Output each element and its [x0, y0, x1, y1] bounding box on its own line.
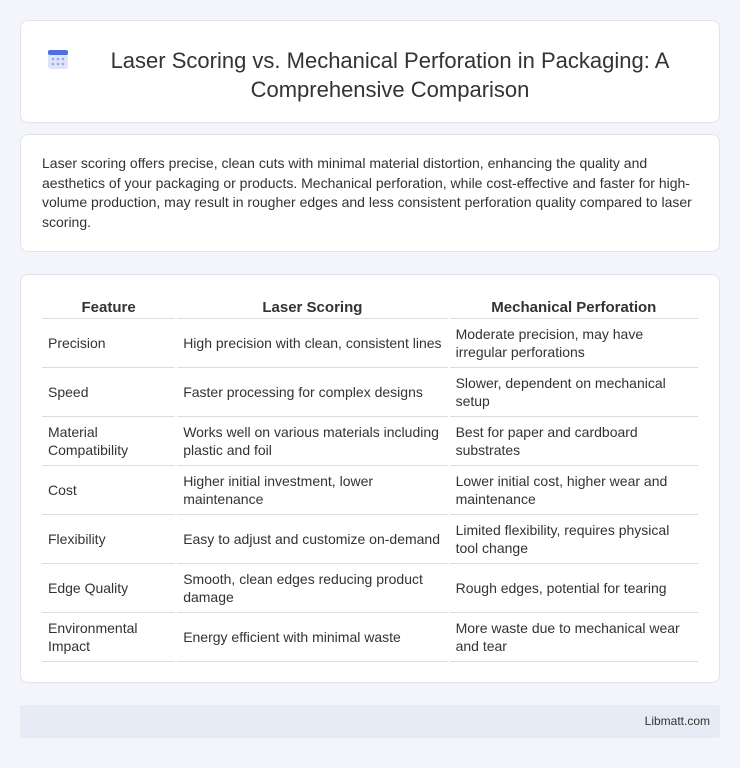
table-row	[42, 466, 698, 515]
laser-cell: Faster processing for complex designs	[177, 368, 447, 417]
table-row	[42, 319, 698, 368]
feature-cell: Speed	[42, 368, 175, 417]
laser-cell: Higher initial investment, lower maintenance	[177, 466, 447, 515]
summary-card	[20, 134, 720, 252]
laser-cell: Energy efficient with minimal waste	[177, 613, 447, 662]
table-header-row	[42, 297, 698, 319]
mechanical-cell: Best for paper and cardboard substrates	[450, 417, 698, 466]
laser-cell: Smooth, clean edges reducing product damage	[177, 564, 447, 613]
laser-cell: Easy to adjust and customize on-demand	[177, 515, 447, 564]
feature-cell: Cost	[42, 466, 175, 515]
mechanical-cell: Moderate precision, may have irregular perforations	[450, 319, 698, 368]
mechanical-cell: Limited flexibility, requires physical tool change	[450, 515, 698, 564]
column-header-laser-scoring: Laser Scoring	[177, 297, 447, 319]
table-row	[42, 564, 698, 613]
footer-site-link[interactable]: Libmatt.com	[644, 714, 710, 728]
mechanical-cell: Slower, dependent on mechanical setup	[450, 368, 698, 417]
laser-cell: Works well on various materials including plastic and foil	[177, 417, 447, 466]
feature-cell: Precision	[42, 319, 175, 368]
table-row	[42, 368, 698, 417]
page-title: Laser Scoring vs. Mechanical Perforation in Packaging: A Comprehensive Comparison	[110, 48, 670, 102]
column-header-mechanical-perforation: Mechanical Perforation	[450, 297, 698, 319]
mechanical-cell: More waste due to mechanical wear and tear	[450, 613, 698, 662]
feature-cell: Flexibility	[42, 515, 175, 564]
feature-cell: Edge Quality	[42, 564, 175, 613]
footer	[20, 705, 720, 738]
column-header-feature: Feature	[42, 297, 175, 319]
mechanical-cell: Lower initial cost, higher wear and maintenance	[450, 466, 698, 515]
table-row	[42, 613, 698, 662]
feature-cell: Material Compatibility	[42, 417, 175, 466]
laser-cell: High precision with clean, consistent lines	[177, 319, 447, 368]
feature-cell: Environmental Impact	[42, 613, 175, 662]
title-card	[20, 20, 720, 123]
table-row	[42, 417, 698, 466]
comparison-table	[42, 297, 698, 662]
comparison-card	[20, 274, 720, 683]
table-row	[42, 515, 698, 564]
summary-text: Laser scoring offers precise, clean cuts with minimal material distortion, enhancing the quality and aesthetics of your packaging or products. Mechanical perforation, while cost-effective and faster for high-volume production, may result in rougher edges and less consistent perforation quality compared to laser scoring.	[42, 155, 692, 230]
mechanical-cell: Rough edges, potential for tearing	[450, 564, 698, 613]
